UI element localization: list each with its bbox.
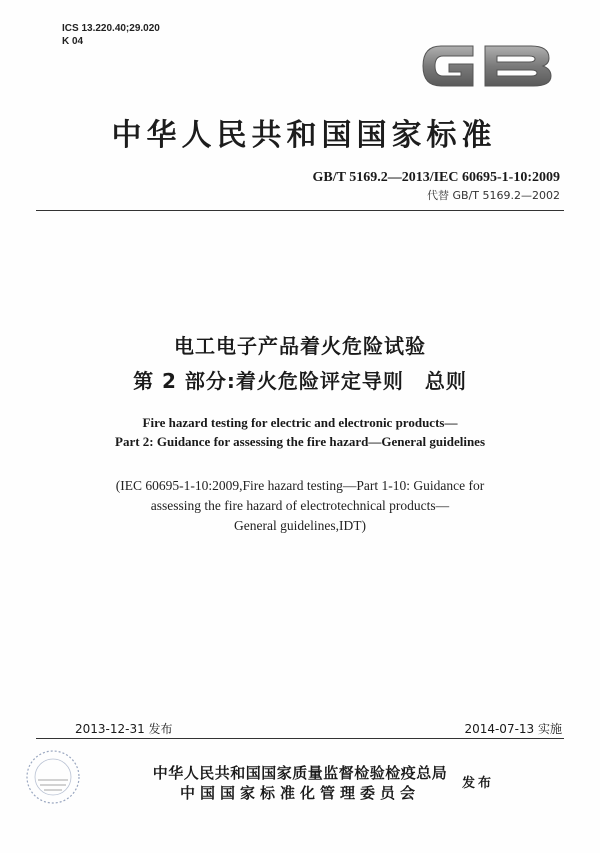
document-header-title: 中华人民共和国国家标准 (111, 118, 497, 153)
issuer-line-1: 中华人民共和国国家质量监督检验检疫总局 (152, 764, 448, 782)
idt-note-line-1: (IEC 60695-1-10:2009,Fire hazard testing—Part 1-10: Guidance for (115, 478, 485, 493)
classification-codes (62, 22, 160, 48)
english-title-line-1: Fire hazard testing for electric and electronic products— (142, 415, 458, 430)
chinese-title-line-1: 电工电子产品着火危险试验 (174, 334, 426, 358)
issuer-line-2: 中国国家标准化管理委员会 (179, 784, 420, 802)
ccs-code: K 04 (62, 36, 84, 47)
bottom-divider (36, 738, 564, 739)
ics-code: ICS 13.220.40;29.020 (62, 23, 160, 34)
idt-note-line-2: assessing the fire hazard of electrotechnical products— (150, 498, 450, 513)
replaces-standard: 代替 GB/T 5169.2—2002 (427, 189, 560, 202)
gb-logo (413, 36, 563, 96)
implementation-date: 2014-07-13 实施 (464, 722, 562, 736)
top-divider (36, 210, 564, 211)
standard-number: GB/T 5169.2—2013/IEC 60695-1-10:2009 (312, 170, 560, 185)
watermark-stamp (24, 748, 82, 806)
issue-date: 2013-12-31 发布 (75, 722, 173, 736)
publish-label: 发布 (462, 776, 495, 791)
idt-note-line-3: General guidelines,IDT) (234, 518, 366, 533)
chinese-title-line-2: 第 2 部分:着火危险评定导则 总则 (133, 369, 467, 393)
english-title-line-2: Part 2: Guidance for assessing the fire hazard—General guidelines (115, 434, 485, 449)
